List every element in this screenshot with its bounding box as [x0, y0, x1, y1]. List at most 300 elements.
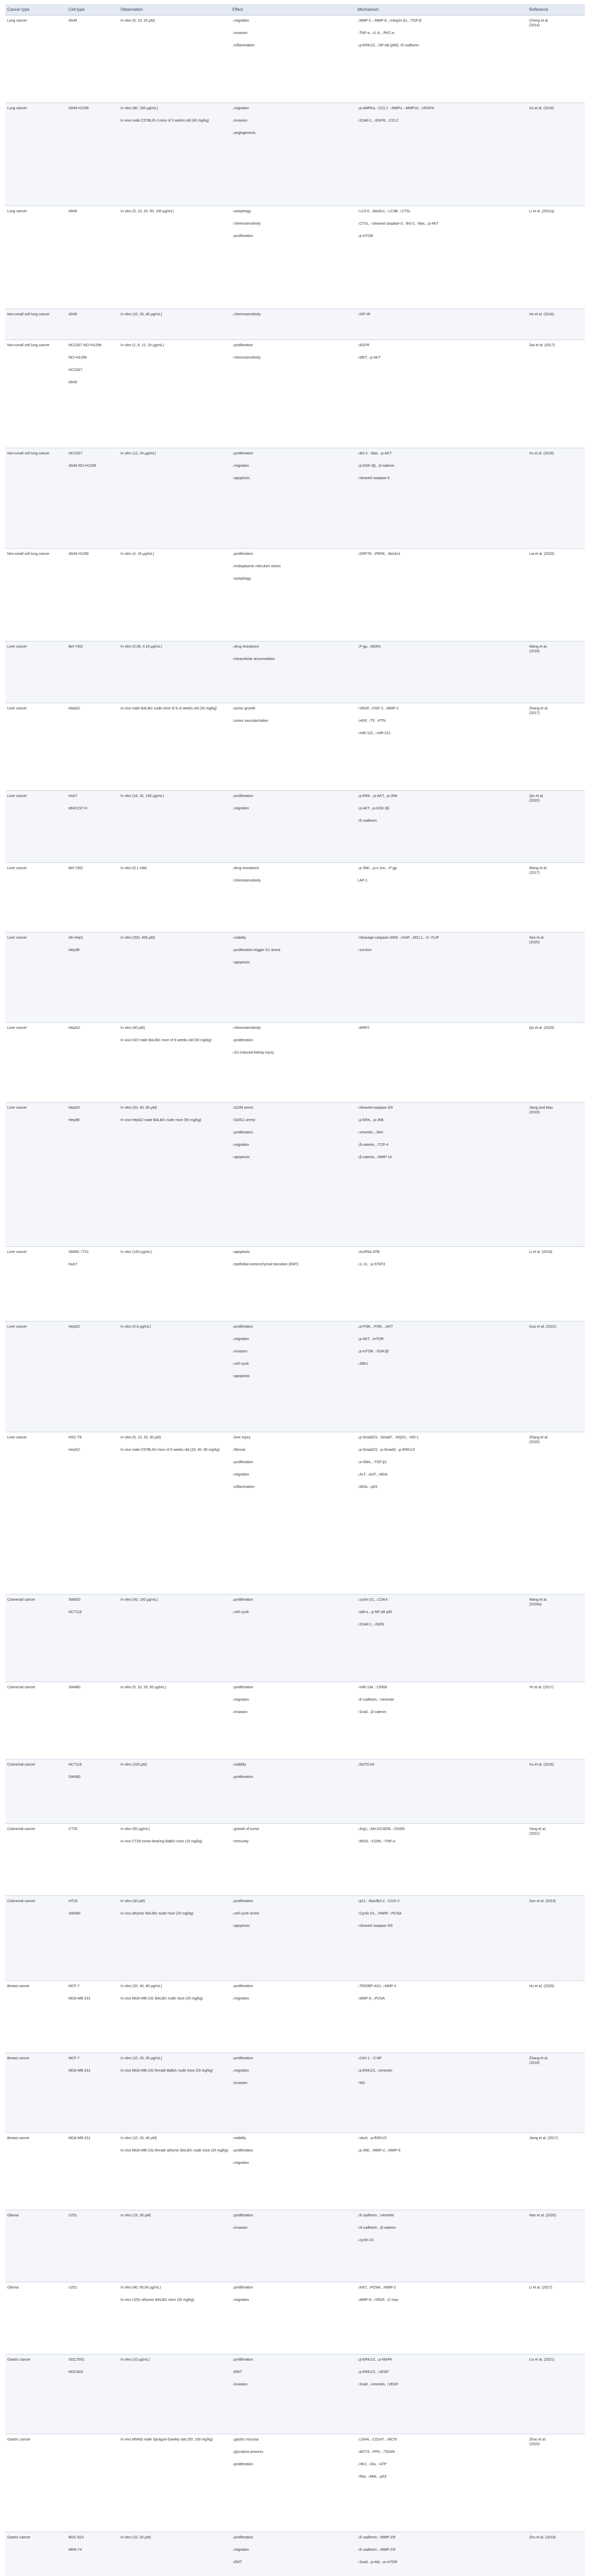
mechanism-entry: ↓Ki67, ↓PCNA, ↓MMP-2 — [358, 2286, 396, 2290]
cell-type-cell — [66, 309, 119, 340]
effect-cell — [230, 2532, 356, 2576]
cell-line: Huh7 — [69, 1263, 77, 1266]
header-effect: Effect — [230, 4, 356, 15]
cell-line: U251 — [69, 2214, 77, 2217]
reference-line: Seo et al. — [529, 936, 545, 940]
cell-type-cell — [66, 2434, 119, 2532]
cell-line: MCF-7 — [69, 2057, 80, 2060]
effect-cell — [230, 1321, 356, 1432]
effect-entry: ↓G1-induced kidney injury — [232, 1051, 274, 1055]
mechanism-cell — [356, 2282, 527, 2354]
table-row — [5, 103, 585, 206]
effect-entry: ↓proliferation — [232, 1039, 254, 1042]
table-row — [5, 206, 585, 309]
table-row — [5, 933, 585, 1023]
cancer-type-cell: Colorectal cancer — [5, 1824, 66, 1896]
reference-line: (2018) — [529, 2061, 540, 2065]
reference-line: Wang et al. — [529, 1598, 548, 1602]
observation-entry: In vivo male C57BL/6J mice of 6 weeks old (20, 40, 80 mg/kg) — [121, 1448, 220, 1452]
reference-cell — [527, 1103, 585, 1247]
observation-entry: In vitro (5, 10, 25, 50 μg/mL) — [121, 1686, 166, 1689]
observation-cell — [119, 1103, 230, 1247]
cell-line: HepG2 — [69, 1325, 80, 1329]
effect-entry: ↓proliferation trigger G1 arrest — [232, 948, 280, 952]
effect-entry: ↓viability — [232, 2137, 246, 2140]
cell-type-cell — [66, 703, 119, 791]
reference-cell — [527, 2354, 585, 2434]
cell-line: Bel-7402 — [69, 645, 83, 649]
cell-type-cell — [66, 2210, 119, 2282]
cell-line: SGC7901 — [69, 2358, 85, 2362]
mechanism-entry: ↓MMP-9, ↓PCNA — [358, 1997, 385, 2001]
cell-line: CT26 — [69, 1827, 78, 1831]
table-row — [5, 641, 585, 703]
reference-line: Zhang et al. — [529, 2057, 548, 2060]
effect-entry: ↑apoptosis — [232, 1375, 250, 1378]
cancer-type-cell: Breast cancer — [5, 1981, 66, 2053]
cell-type-cell — [66, 791, 119, 863]
effect-entry: ↑chemosensitivity — [232, 879, 261, 883]
mechanism-cell — [356, 2133, 527, 2210]
effect-entry: ↓proliferation — [232, 1325, 254, 1329]
effect-entry: ↓migration — [232, 464, 249, 468]
effect-entry: ↓proliferation — [232, 1131, 254, 1134]
cancer-type-cell: Breast cancer — [5, 2133, 66, 2210]
observation-entry: In vitro (5, 10, 20 μM) — [121, 19, 155, 23]
mechanism-entry: ↓E-cadherin, ↓vimentin — [358, 2214, 394, 2217]
reference-line: Qu et al. (2020) — [529, 1026, 554, 1030]
cell-line: HSC-T6 — [69, 1436, 82, 1439]
effect-entry: ↓migration — [232, 2161, 249, 2165]
mechanism-entry: LAP-1 — [358, 879, 368, 883]
header-observation: Observation — [119, 4, 230, 15]
observation-entry: In vivo nude C57BL/6-J mice of 3 weeks old (40 mg/kg) — [121, 119, 209, 123]
mechanism-cell — [356, 1023, 527, 1103]
observation-cell — [119, 2354, 230, 2434]
mechanism-cell — [356, 309, 527, 340]
table-row — [5, 2282, 585, 2354]
effect-entry: ↑immunity — [232, 1840, 249, 1843]
mechanism-entry: ↓vimentin, ↓Wnt — [358, 1131, 383, 1134]
effect-cell — [230, 103, 356, 206]
effect-entry: ↓invasion — [232, 119, 248, 123]
mechanism-cell — [356, 206, 527, 309]
mechanism-entry: ↓survivin — [358, 948, 372, 952]
mechanism-entry: ↓p-ERK1/2, ↓VEGF — [358, 2370, 389, 2374]
reference-line: (2020) — [529, 941, 540, 944]
cancer-type-cell: Non-small cell lung cancer — [5, 448, 66, 549]
observation-entry: In vivo MNNG male Sprague-Dawley rats (50, 100 mg/kg) — [121, 2438, 213, 2442]
observation-cell — [119, 206, 230, 309]
cell-line: A549 — [69, 210, 77, 213]
mechanism-entry: ↓α-SMA, ↓TGF-β1 — [358, 1461, 387, 1464]
observation-entry: In vitro (160 μg/mL) — [121, 1250, 152, 1254]
effect-entry: ↓cell cycle — [232, 1611, 249, 1614]
observation-entry: In vivo MDA-MB-231-female Balb/c nude mice (20 mg/kg) — [121, 2069, 213, 2073]
reference-cell — [527, 2133, 585, 2210]
effect-entry: ↓migration — [232, 2548, 249, 2552]
cell-line: SW480 — [69, 1686, 80, 1689]
reference-line: Ho et al. (2016) — [529, 313, 554, 316]
effect-entry: ↓migration — [232, 1473, 249, 1477]
effect-entry: ↓migration — [232, 2298, 249, 2302]
effect-entry: ↓migration — [232, 19, 249, 23]
mechanism-entry: ↓Snail, ↓vimentin, ↓VEGF — [358, 2383, 398, 2386]
cell-type-cell — [66, 1023, 119, 1103]
effect-entry: ↓cell cycle arrest — [232, 1912, 259, 1916]
effect-entry: ↓proliferation — [232, 1900, 254, 1903]
mechanism-entry: ↓MMP-9, ↓VEGF, ↓C-myc — [358, 2298, 399, 2302]
cell-type-cell — [66, 2282, 119, 2354]
reference-line: Li et al. (2017) — [529, 2286, 552, 2290]
cell-line: HCC827 — [69, 452, 82, 455]
mechanism-cell — [356, 933, 527, 1023]
effect-entry: ↓proliferation — [232, 1461, 254, 1464]
effect-entry: ↑intracellular accumulation — [232, 657, 275, 661]
cell-type-cell — [66, 1981, 119, 2053]
effect-cell — [230, 2354, 356, 2434]
cell-line: A549 H1299 — [69, 552, 89, 556]
effect-entry: ↓liver injury — [232, 1436, 251, 1439]
mechanism-entry: ↑miR-134, ↓CREB — [358, 1686, 387, 1689]
mechanism-cell — [356, 863, 527, 933]
effect-cell — [230, 1682, 356, 1759]
effect-entry: ↓invasion — [232, 31, 248, 35]
cancer-type-cell: Liver cancer — [5, 641, 66, 703]
observation-cell — [119, 1595, 230, 1682]
mechanism-entry: ↑cleaved-caspase-3/9 — [358, 1106, 393, 1110]
effect-entry: ↑apoptosis — [232, 1924, 250, 1928]
mechanism-cell — [356, 1103, 527, 1247]
mechanism-cell — [356, 2532, 527, 2576]
mechanism-cell — [356, 340, 527, 448]
effect-entry: ↓invasion — [232, 2081, 248, 2085]
effect-entry: ↓invasion — [232, 1710, 248, 1714]
observation-cell — [119, 1247, 230, 1321]
cell-line: BGC-823 — [69, 2536, 84, 2539]
effect-cell — [230, 2053, 356, 2133]
observation-cell — [119, 2133, 230, 2210]
effect-entry: ↓proliferation — [232, 1686, 254, 1689]
cell-line: HCT116 — [69, 1611, 82, 1614]
mechanism-entry: ↑Cyclin D1, ↓PARP, ↑PCNA — [358, 1912, 402, 1916]
observation-entry: In vitro (100 μM) — [121, 1763, 147, 1767]
effect-cell — [230, 1023, 356, 1103]
table-row — [5, 1247, 585, 1321]
reference-line: (2021) — [529, 1832, 540, 1836]
observation-cell — [119, 2053, 230, 2133]
table-row — [5, 1023, 585, 1103]
cancer-type-cell: Gastric cancer — [5, 2532, 66, 2576]
effect-cell — [230, 1759, 356, 1824]
mechanism-entry: ↓P-gp, ↓MDR1 — [358, 645, 381, 649]
observation-entry: In vitro (10, 20, 30 μg/mL) — [121, 2057, 162, 2060]
effect-entry: ↓inflammation — [232, 44, 255, 47]
cancer-type-cell: Liver cancer — [5, 933, 66, 1023]
reference-line: Wang et al. — [529, 867, 548, 870]
reference-cell — [527, 1023, 585, 1103]
observation-entry: In vitro (40 μM) — [121, 1026, 145, 1030]
effect-cell — [230, 791, 356, 863]
reference-line: Li et al. (2019) — [529, 1250, 552, 1254]
mechanism-entry: ↓p-ERK1/2, ↓NF-κB (p65) ↑E-cadherin — [358, 44, 419, 47]
observation-entry: In vivo MDA-MB-231 BALB/c nude mice (20 mg/kg) — [121, 1997, 203, 2001]
effect-entry: ↓drug resistance — [232, 867, 259, 870]
cell-line: HCT116 — [69, 1763, 82, 1767]
observation-cell — [119, 641, 230, 703]
mechanism-cell — [356, 703, 527, 791]
mechanism-entry: ↓N-cadherin, ↓β-catenin — [358, 2226, 396, 2230]
effect-cell — [230, 1432, 356, 1595]
effect-entry: ↓proliferation — [232, 344, 254, 347]
cell-type-cell — [66, 863, 119, 933]
observation-entry: In vivo U251-athymic BALB/c mice (20 mg/kg) — [121, 2298, 194, 2302]
observation-cell — [119, 791, 230, 863]
mechanism-cell — [356, 2053, 527, 2133]
cancer-type-cell: Liver cancer — [5, 1432, 66, 1595]
table-body — [5, 15, 585, 2576]
reference-line: Xu et al. (2018) — [529, 107, 554, 110]
observation-entry: In vitro (10, 20 μM) — [121, 2536, 151, 2539]
reference-cell — [527, 2434, 585, 2532]
header-cell-type: Cell type — [66, 4, 119, 15]
table-row — [5, 2354, 585, 2434]
table-row — [5, 703, 585, 791]
observation-entry: In vitro (50, 100 μg/mL) — [121, 1598, 158, 1602]
reference-line: (2019) — [529, 1111, 540, 1114]
effect-entry: ↓proliferation — [232, 1598, 254, 1602]
effect-entry: ↓proliferation — [232, 2358, 254, 2362]
table-row — [5, 1595, 585, 1682]
observation-cell — [119, 1682, 230, 1759]
reference-line: Han et al. (2020) — [529, 2214, 557, 2217]
cell-type-cell — [66, 1759, 119, 1824]
mechanism-entry: ↓p-JNK, ↓MMP-2, ↓MMP-9 — [358, 2149, 400, 2153]
cell-type-cell — [66, 1432, 119, 1595]
observation-entry: In vitro (40, 60,80 μg/mL) — [121, 2286, 161, 2290]
cancer-type-cell: Non-small cell lung cancer — [5, 549, 66, 641]
observation-cell — [119, 2210, 230, 2282]
mechanism-entry: ↓ALT, ↓AST, ↓MDA — [358, 1473, 388, 1477]
effect-entry: ↓proliferation — [232, 552, 254, 556]
observation-cell — [119, 1981, 230, 2053]
effect-entry: ↓proliferation — [232, 2057, 254, 2060]
observation-cell — [119, 2434, 230, 2532]
mechanism-entry: ↑cleaved caspase-3 — [358, 477, 390, 480]
observation-cell — [119, 703, 230, 791]
reference-line: Jiang and Mao — [529, 1106, 553, 1110]
reference-cell — [527, 2210, 585, 2282]
reference-cell — [527, 2282, 585, 2354]
reference-cell — [527, 791, 585, 863]
mechanism-entry: ↓p-ERK1/2, ↓p-MAPK — [358, 2358, 393, 2362]
table-row — [5, 1981, 585, 2053]
effect-entry: ↓migration — [232, 1997, 249, 2001]
reference-line: Zhu et al. (2018) — [529, 2536, 556, 2539]
effect-entry: ↓proliferation — [232, 1775, 254, 1779]
observation-entry: In vitro (80, 160 μg/mL) — [121, 107, 158, 110]
mechanism-entry: ↓MCT4, ↓PFK, ↓TIGAR — [358, 2450, 395, 2454]
cell-type-cell — [66, 641, 119, 703]
reference-line: Li et al. (2021a) — [529, 210, 554, 213]
reference-line: (2018a) — [529, 1603, 542, 1606]
observation-entry: In vitro (200, 400 μM) — [121, 936, 155, 940]
mechanism-entry: ↓p-GSK-3β, ↓β-catenin — [358, 464, 395, 468]
effect-entry: ↓fibrosis — [232, 1448, 246, 1452]
effect-entry: ↑G0/G1 arrest — [232, 1118, 255, 1122]
effect-entry: ↓proliferation — [232, 234, 254, 238]
cancer-type-cell: Lung cancer — [5, 206, 66, 309]
reference-line: Wang et al. — [529, 645, 548, 649]
mechanism-entry: ↓MRP2 — [358, 1026, 369, 1030]
reference-cell — [527, 2532, 585, 2576]
reference-cell — [527, 1824, 585, 1896]
observation-entry: In vitro (15, 30 μM) — [121, 2214, 151, 2217]
cell-type-cell — [66, 1321, 119, 1432]
cell-type-cell — [66, 1595, 119, 1682]
cell-line: MHCC97-H — [69, 807, 88, 810]
cell-line: MDA-MB-231 — [69, 2137, 91, 2140]
cell-type-cell — [66, 549, 119, 641]
mechanism-entry: ↓EGFR — [358, 344, 369, 347]
observation-entry: In vitro (0.08, 0.16 μg/mL) — [121, 645, 162, 649]
effect-cell — [230, 1981, 356, 2053]
mechanism-entry: ↓HK2, ↓Glu, ↑ATP — [358, 2463, 386, 2466]
cancer-type-cell: Non-small cell lung cancer — [5, 340, 66, 448]
table-row — [5, 1321, 585, 1432]
effect-entry: ↓proliferation — [232, 794, 254, 798]
cell-line: HCC827 NCI-H1299 — [69, 344, 102, 347]
reference-cell — [527, 1682, 585, 1759]
mechanism-entry: ↓p-ERK, ↓p-AKT, ↓p-JNK — [358, 794, 398, 798]
table-row — [5, 1824, 585, 1896]
reference-line: Ye et al. (2017) — [529, 1686, 554, 1689]
reference-line: Hu et al. (2020) — [529, 1985, 554, 1988]
mechanism-entry: ↓p-Smad2/3, ↑Smad7, ↑NQO1, ↑HO-1 — [358, 1436, 419, 1439]
cell-type-cell — [66, 1824, 119, 1896]
effect-entry: ↓growth of tumor — [232, 1827, 260, 1831]
table-row — [5, 1682, 585, 1759]
effect-entry: ↓proliferation — [232, 2286, 254, 2290]
effect-cell — [230, 2133, 356, 2210]
effect-cell — [230, 1595, 356, 1682]
table-row — [5, 2210, 585, 2282]
observation-cell — [119, 1432, 230, 1595]
reference-line: (2020) — [529, 1440, 540, 1444]
observation-entry: In vivo male BALB/c nude mice of 5–6 weeks old (30 mg/kg) — [121, 707, 217, 710]
mechanism-cell — [356, 1981, 527, 2053]
mechanism-entry: ↑iNOS, ↑CD80, ↑TNF-α — [358, 1840, 395, 1843]
observation-entry: In vivo athymic BALB/c nude mice (20 mg/kg) — [121, 1912, 194, 1916]
mechanism-entry: ↑Ras, ↓Mek, ↓p53 — [358, 2475, 386, 2479]
effect-cell — [230, 309, 356, 340]
mechanism-cell — [356, 1824, 527, 1896]
mechanism-entry: ↑cleaved caspase-3/9 — [358, 1924, 393, 1928]
mechanism-cell — [356, 791, 527, 863]
cancer-type-cell: Colorectal cancer — [5, 1759, 66, 1824]
table-row — [5, 2133, 585, 2210]
cell-type-cell — [66, 206, 119, 309]
mechanism-entry: ↓S6K1 — [358, 1362, 368, 1366]
table-row — [5, 1432, 585, 1595]
cancer-type-cell: Liver cancer — [5, 703, 66, 791]
cell-type-cell — [66, 340, 119, 448]
effect-entry: ↓viability — [232, 936, 246, 940]
observation-cell — [119, 1023, 230, 1103]
effect-entry: ↓proliferation — [232, 452, 254, 455]
effect-entry: ↑G2/M arrest — [232, 1106, 254, 1110]
reference-line: Dai et al. (2017) — [529, 344, 555, 347]
effect-entry: ↓gastric mucosa — [232, 2438, 259, 2442]
reference-line: Cheng et al. — [529, 19, 549, 23]
reference-cell — [527, 1759, 585, 1824]
effect-entry: ↓tumor growth — [232, 707, 256, 710]
reference-line: Jiang et al. (2017) — [529, 2137, 559, 2140]
mechanism-entry: ↑miR-122, ↓miR-221 — [358, 732, 391, 735]
mechanism-entry: ↓NOTCH3 — [358, 1763, 375, 1767]
mechanism-cell — [356, 1595, 527, 1682]
cell-line: NCI-H1299 — [69, 356, 87, 360]
mechanism-entry: ↑LC3-II, ↓Beclin1, ↓LC3B, ↑CTSL — [358, 210, 411, 213]
effect-entry: ↓proliferation — [232, 2536, 254, 2539]
cancer-type-cell: Liver cancer — [5, 863, 66, 933]
reference-cell — [527, 1321, 585, 1432]
table-row — [5, 2053, 585, 2133]
cell-line: HT29 — [69, 1900, 78, 1903]
mechanism-entry: ↓p-Smad2/3, ↓p-Smad3, ↓p-ERK1/2 — [358, 1448, 415, 1452]
table-row — [5, 2434, 585, 2532]
mechanism-cell — [356, 1759, 527, 1824]
observation-cell — [119, 933, 230, 1023]
effect-entry: ↓viability — [232, 1763, 246, 1767]
cell-type-cell — [66, 448, 119, 549]
observation-cell — [119, 309, 230, 340]
table-header — [5, 4, 585, 15]
effect-cell — [230, 206, 356, 309]
cell-line: Huh7 — [69, 794, 77, 798]
observation-entry: In vitro (4, 16 μg/mL) — [121, 552, 154, 556]
mechanism-cell — [356, 1896, 527, 1981]
mechanism-entry: ↓p-mTOR, ↑GSK3β — [358, 1350, 389, 1353]
reference-line: (2020) — [529, 2443, 540, 2446]
observation-entry: In vitro (1, 6, 12, 24 μg/mL) — [121, 344, 164, 347]
effect-cell — [230, 340, 356, 448]
observation-cell — [119, 448, 230, 549]
effect-cell — [230, 1896, 356, 1981]
observation-entry: In vitro (20, 40, 80 μM) — [121, 1106, 157, 1110]
reference-cell — [527, 103, 585, 206]
cancer-type-cell: Colorectal cancer — [5, 1896, 66, 1981]
mechanism-cell — [356, 2354, 527, 2434]
reference-line: Lai et al. (2020) — [529, 552, 554, 556]
cell-line: MKN-74 — [69, 2548, 82, 2552]
mechanism-entry: ↑E-cadherin — [358, 819, 377, 823]
mechanism-entry: ↓p-PI3K, ↓PI3K, ↓AKT — [358, 1325, 393, 1329]
table-row — [5, 1759, 585, 1824]
observation-entry: In vivo H22 male BALB/c mice of 6 weeks old (50 mg/kg) — [121, 1039, 212, 1042]
cancer-type-cell: Liver cancer — [5, 1103, 66, 1247]
effect-entry: ↑apoptosis — [232, 961, 250, 964]
cancer-type-cell: Gastric cancer — [5, 2434, 66, 2532]
mechanism-entry: ↓LDHA, ↓CD147, ↓MCTs — [358, 2438, 397, 2442]
observation-cell — [119, 2282, 230, 2354]
effect-cell — [230, 448, 356, 549]
effect-entry: ↓angiogenesis — [232, 131, 256, 135]
table-row — [5, 15, 585, 103]
reference-cell — [527, 863, 585, 933]
effect-cell — [230, 2282, 356, 2354]
mechanism-entry: ↓p-mTOR — [358, 234, 374, 238]
